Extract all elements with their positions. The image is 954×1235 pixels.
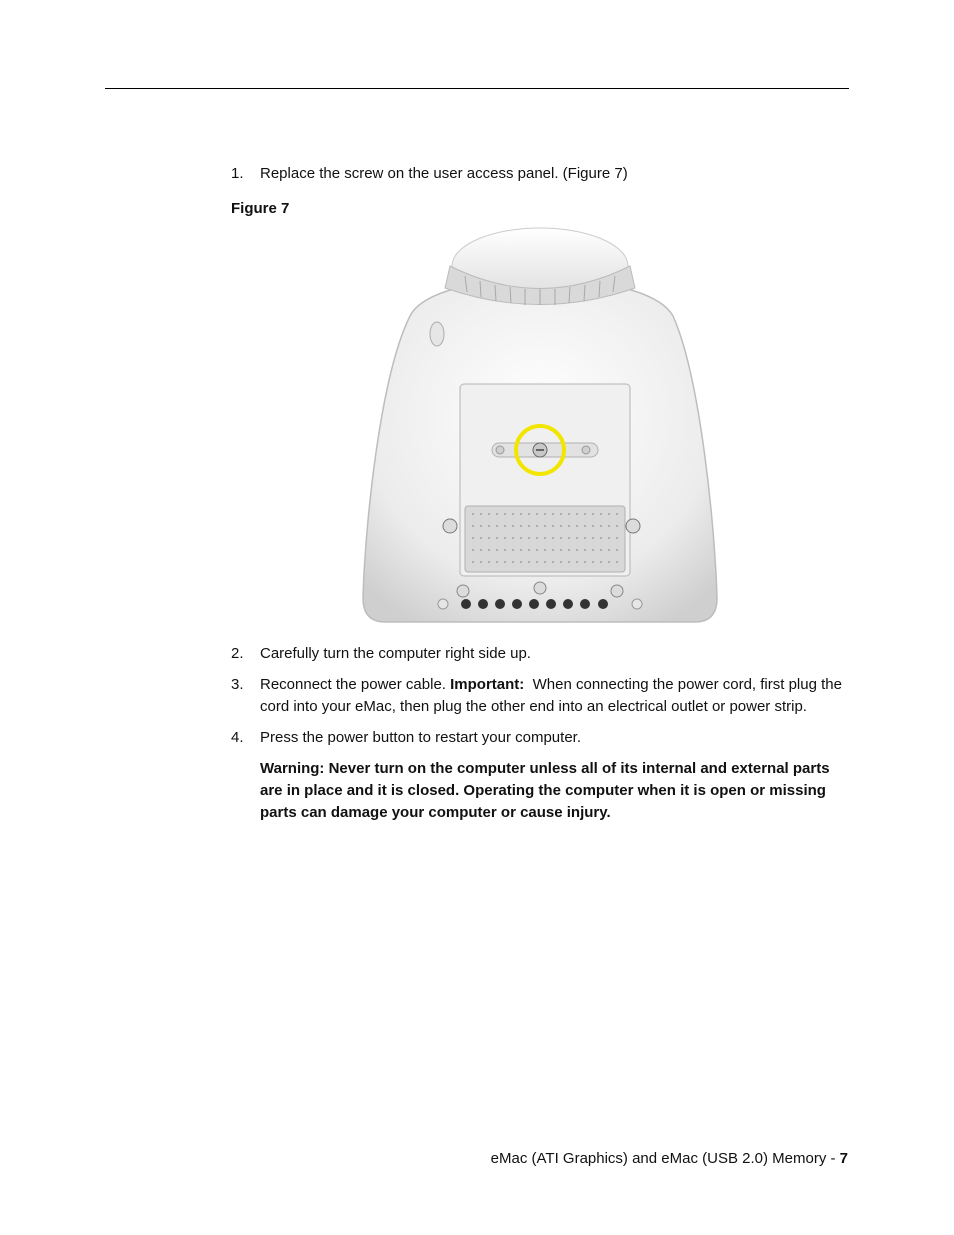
page-footer [491, 1150, 848, 1167]
important-label: Important: [450, 676, 525, 693]
screw-icon [496, 446, 504, 454]
side-button-icon [430, 322, 444, 346]
step-number: 2. [231, 645, 244, 662]
figure-label: Figure 7 [231, 200, 290, 217]
warning-text: Warning: Never turn on the computer unless all of its internal and external parts are in place and it is closed. Operating the computer when it is open or missing parts can damage your computer or cause injury. [260, 760, 830, 821]
screw-icon [626, 519, 640, 533]
step-text [260, 674, 852, 718]
screw-icon [457, 585, 469, 597]
step-text: Replace the screw on the user access panel. (Figure 7) [260, 165, 628, 182]
step-number: 1. [231, 165, 244, 182]
step-text: Carefully turn the computer right side up. [260, 645, 531, 662]
emac-back-panel-figure [355, 226, 725, 628]
step-number: 3. [231, 676, 244, 693]
header-rule [105, 88, 849, 89]
screw-icon [582, 446, 590, 454]
step-text: Press the power button to restart your computer. [260, 729, 581, 746]
page-number: 7 [839, 1150, 848, 1167]
screw-icon [611, 585, 623, 597]
step-number: 4. [231, 729, 244, 746]
screw-icon [534, 582, 546, 594]
step-text-part: When connecting the power cord, first plug the cord into your eMac, then plug the other end into an electrical outlet or power strip. [260, 676, 847, 715]
footer-title: eMac (ATI Graphics) and eMac (USB 2.0) Memory - [490, 1150, 840, 1167]
step-text-part: Reconnect the power cable. [260, 676, 451, 693]
screw-icon [443, 519, 457, 533]
